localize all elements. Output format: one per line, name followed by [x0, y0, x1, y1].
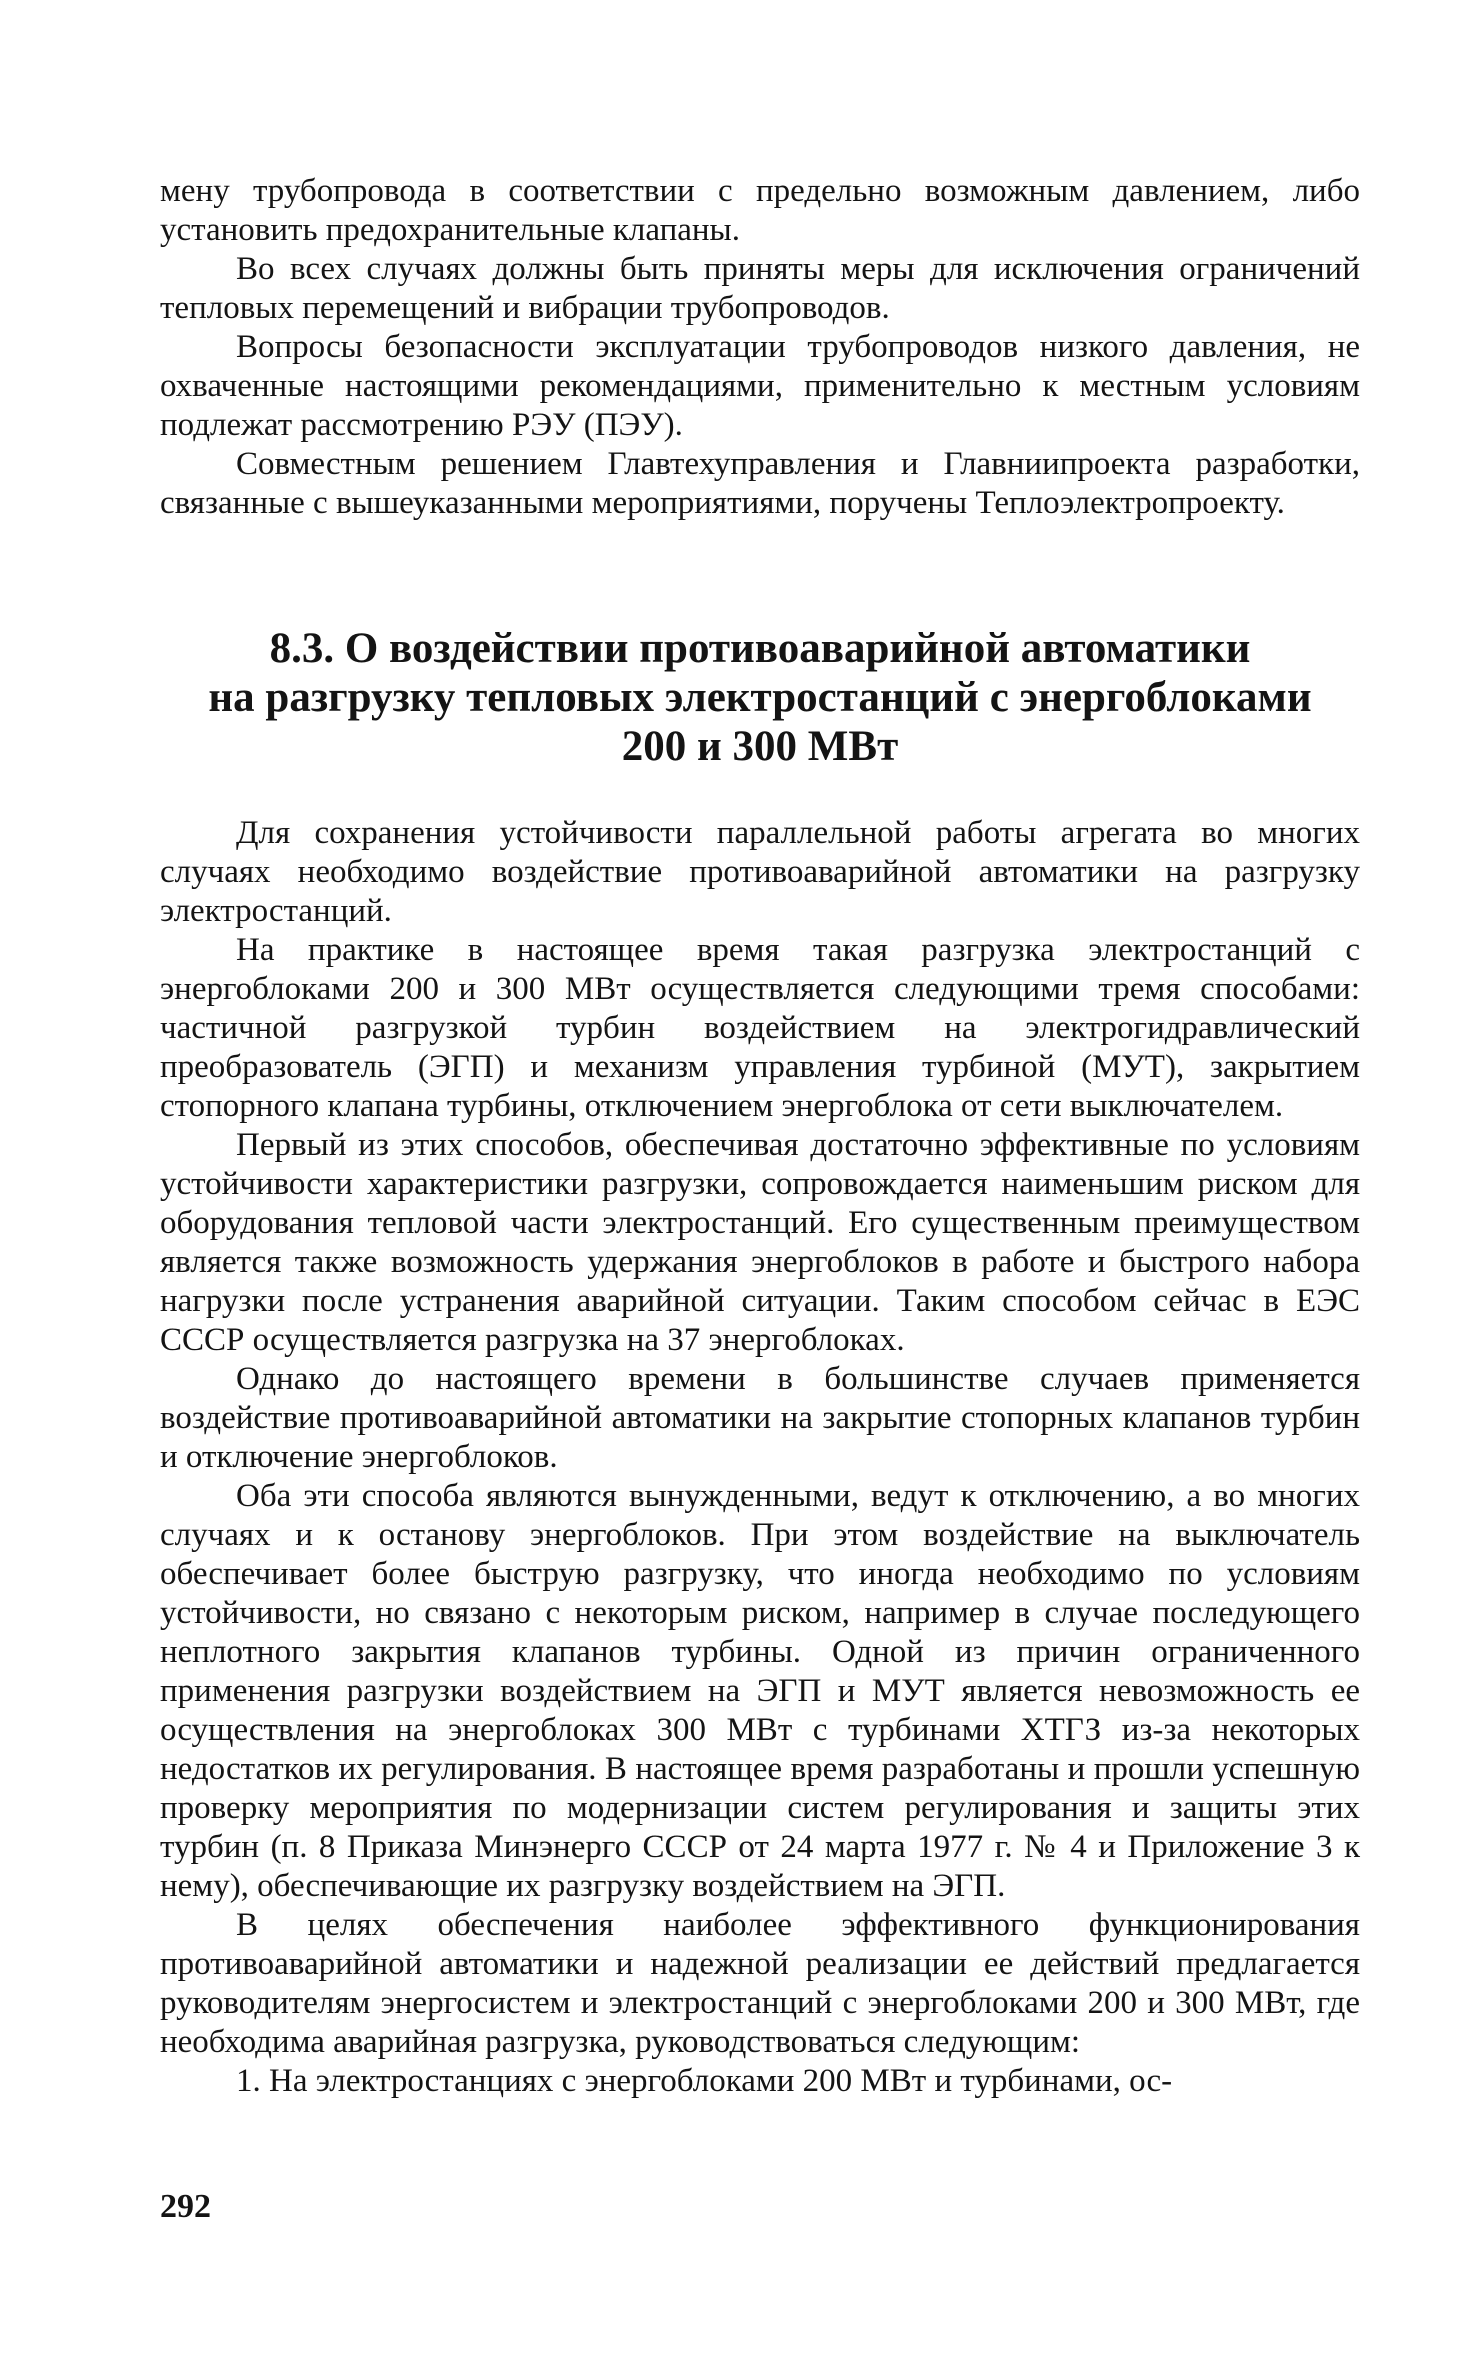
- paragraph: Первый из этих способов, обеспечивая достаточно эффективные по условиям устойчивости характеристики разгрузки, сопровождается наименьшим риском для оборудования тепловой части электростанций. Его существенным преимуществом является также возможность удержания энергоблоков в работе и быстрого набора нагрузки после устранения аварийной ситуации. Таким способом сейчас в ЕЭС СССР осуществляется разгрузка на 37 энергоблоках.: [160, 1127, 1360, 1358]
- section-heading: [160, 624, 1360, 771]
- section-heading-line: 8.3. О воздействии противоаварийной автоматики: [269, 625, 1251, 672]
- list-item-paragraph: 1. На электростанциях с энергоблоками 200 МВт и турбинами, ос-: [236, 2063, 1173, 2099]
- paragraph: Вопросы безопасности эксплуатации трубопроводов низкого давления, не охваченные настоящими рекомендациями, применительно к местным условиям подлежат рассмотрению РЭУ (ПЭУ).: [160, 329, 1360, 443]
- paragraph: Оба эти способа являются вынужденными, ведут к отключению, а во многих случаях и к останову энергоблоков. При этом воздействие на выключатель обеспечивает более быструю разгрузку, что иногда необходимо по условиям устойчивости, но связано с некоторым риском, например в случае последующего неплотного закрытия клапанов турбины. Одной из причин ограниченного применения разгрузки воздействием на ЭГП и МУТ является невозможность ее осуществления на энергоблоках 300 МВт с турбинами ХТГЗ из-за некоторых недостатков их регулирования. В настоящее время разработаны и прошли успешную проверку мероприятия по модернизации систем регулирования и защиты этих турбин (п. 8 Приказа Минэнерго СССР от 24 марта 1977 г. № 4 и Приложение 3 к нему), обеспечивающие их разгрузку воздействием на ЭГП.: [160, 1478, 1360, 1904]
- paragraph-continued: мену трубопровода в соответствии с предельно возможным давлением, либо установить предохранительные клапаны.: [160, 173, 1360, 248]
- paragraph: Для сохранения устойчивости параллельной работы агрегата во многих случаях необходимо воздействие противоаварийной автоматики на разгрузку электростанций.: [160, 815, 1360, 929]
- section-heading-line: 200 и 300 МВт: [621, 723, 899, 770]
- page-body: [160, 172, 1360, 2101]
- paragraph: Однако до настоящего времени в большинстве случаев применяется воздействие противоаварийной автоматики на закрытие стопорных клапанов турбин и отключение энергоблоков.: [160, 1361, 1360, 1475]
- paragraph: Во всех случаях должны быть приняты меры для исключения ограничений тепловых перемещений и вибрации трубопроводов.: [160, 251, 1360, 326]
- paragraph: Совместным решением Главтехуправления и Главниипроекта разработки, связанные с вышеуказанными мероприятиями, поручены Теплоэлектропроекту.: [160, 446, 1360, 521]
- page-number: 292: [160, 2188, 211, 2225]
- section-heading-line: на разгрузку тепловых электростанций с энергоблоками: [208, 674, 1312, 721]
- paragraph: В целях обеспечения наиболее эффективного функционирования противоаварийной автоматики и надежной реализации ее действий предлагается руководителям энергосистем и электростанций с энергоблоками 200 и 300 МВт, где необходима аварийная разгрузка, руководствоваться следующим:: [160, 1907, 1360, 2060]
- paragraph: На практике в настоящее время такая разгрузка электростанций с энергоблоками 200 и 300 МВт осуществляется следующими тремя способами: частичной разгрузкой турбин воздействием на электрогидравлический преобразователь (ЭГП) и механизм управления турбиной (МУТ), закрытием стопорного клапана турбины, отключением энергоблока от сети выключателем.: [160, 932, 1360, 1124]
